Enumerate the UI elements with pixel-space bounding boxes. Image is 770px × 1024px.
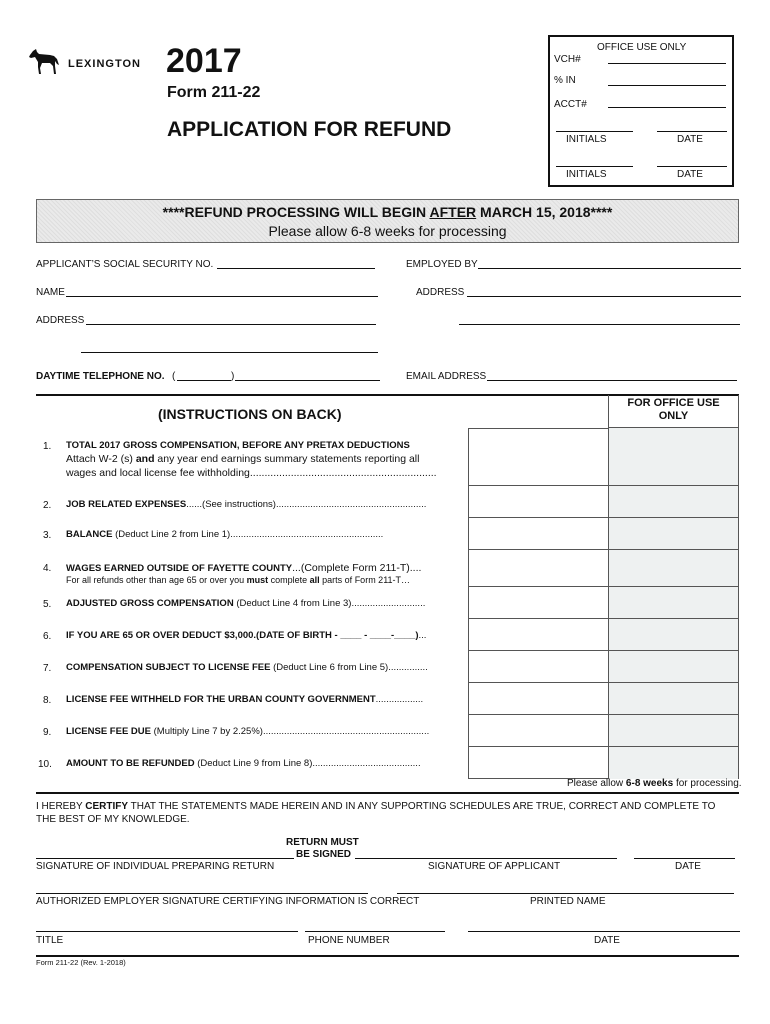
line-6-number: 6.	[43, 631, 52, 642]
office-use-box	[548, 35, 734, 187]
name-label: NAME	[36, 287, 65, 298]
page-title: APPLICATION FOR REFUND	[167, 118, 452, 141]
return-must-label: RETURN MUST	[286, 837, 359, 848]
row-sep-8	[468, 714, 739, 715]
line-5-label: ADJUSTED GROSS COMPENSATION (Deduct Line 4 from Line 3)............................	[66, 598, 426, 609]
line-2-label: JOB RELATED EXPENSES......(See instructions).........................................................	[66, 499, 427, 510]
employer-signature-field[interactable]	[36, 893, 368, 894]
date-label-a: DATE	[675, 861, 701, 872]
date-field-a[interactable]	[634, 858, 735, 859]
line-7-amount[interactable]	[469, 652, 607, 682]
line-9-number: 9.	[43, 727, 52, 738]
email-field[interactable]	[487, 380, 737, 381]
row-sep-2	[468, 517, 739, 518]
line-4-number: 4.	[43, 563, 52, 574]
row-sep-4	[468, 586, 739, 587]
date-label-2: DATE	[677, 169, 703, 180]
processing-banner	[36, 199, 739, 243]
phone-number-field[interactable]	[235, 380, 380, 381]
initials-label-1: INITIALS	[566, 134, 607, 145]
line-4-label: WAGES EARNED OUTSIDE OF FAYETTE COUNTY...(Complete Form 211-T)....	[66, 562, 422, 574]
date-field-1[interactable]	[657, 131, 727, 132]
phone-label: DAYTIME TELEPHONE NO.	[36, 371, 165, 382]
line-1-label: TOTAL 2017 GROSS COMPENSATION, BEFORE ANY PRETAX DEDUCTIONS	[66, 440, 410, 451]
line-5-amount[interactable]	[469, 588, 607, 618]
horse-icon	[26, 48, 60, 76]
phone-number-label: PHONE NUMBER	[308, 935, 390, 946]
ssn-field[interactable]	[217, 268, 375, 269]
line-6-amount[interactable]	[469, 620, 607, 650]
line-10-amount[interactable]	[469, 748, 607, 778]
applicant-signature-label: SIGNATURE OF APPLICANT	[428, 861, 561, 872]
phone-close-paren: )	[231, 371, 235, 382]
line-1-wages: wages and local license fee withholding................................................................	[66, 467, 437, 479]
initials-field-1[interactable]	[556, 131, 633, 132]
row-sep-7	[468, 682, 739, 683]
line-3-amount[interactable]	[469, 519, 607, 549]
office-use-title: OFFICE USE ONLY	[597, 42, 687, 53]
vch-field[interactable]	[608, 63, 726, 64]
acct-field[interactable]	[608, 107, 726, 108]
cert-divider	[36, 792, 739, 794]
logo-wordmark: LEXINGTON	[68, 58, 141, 70]
printed-name-field[interactable]	[397, 893, 734, 894]
line-8-amount[interactable]	[469, 684, 607, 714]
line-1-number: 1.	[43, 441, 52, 452]
line-6-label: IF YOU ARE 65 OR OVER DEDUCT $3,000.(DATE OF BIRTH - ____ - ____-____)...	[66, 630, 427, 641]
date-label-1: DATE	[677, 134, 703, 145]
line-9-label: LICENSE FEE DUE (Multiply Line 7 by 2.25%)...............................................................	[66, 726, 430, 737]
date-field-b[interactable]	[468, 931, 740, 932]
line-9-amount[interactable]	[469, 716, 607, 746]
row-sep-1	[468, 485, 739, 486]
phone-number-sig-field[interactable]	[305, 931, 445, 932]
acct-label: ACCT#	[554, 99, 587, 110]
office-column-shade	[608, 428, 739, 779]
form-revision: Form 211-22 (Rev. 1-2018)	[36, 958, 126, 967]
line-8-label: LICENSE FEE WITHHELD FOR THE URBAN COUNTY GOVERNMENT..................	[66, 694, 424, 705]
row-sep-9	[468, 746, 739, 747]
form-number: Form 211-22	[167, 84, 261, 101]
address-left-field[interactable]	[86, 324, 376, 325]
be-signed-label: BE SIGNED	[296, 849, 352, 860]
applicant-signature-field[interactable]	[355, 858, 617, 859]
printed-name-label: PRINTED NAME	[530, 896, 606, 907]
line-3-label: BALANCE (Deduct Line 2 from Line 1)..........................................................	[66, 529, 384, 540]
certification-text: I HEREBY CERTIFY THAT THE STATEMENTS MADE HEREIN AND IN ANY SUPPORTING SCHEDULES ARE TRUE, CORRECT AND COMPLETE TO THE BEST OF MY KNOWLEDGE.	[36, 801, 716, 825]
footer-divider	[36, 955, 739, 957]
employer-signature-label: AUTHORIZED EMPLOYER SIGNATURE CERTIFYING INFORMATION IS CORRECT	[36, 896, 420, 907]
line-2-number: 2.	[43, 500, 52, 511]
row-sep-5	[468, 618, 739, 619]
line-1-amount[interactable]	[469, 429, 607, 485]
title-label: TITLE	[36, 935, 64, 946]
banner-line-2: Please allow 6-8 weeks for processing	[268, 223, 507, 239]
line-7-label: COMPENSATION SUBJECT TO LICENSE FEE (Deduct Line 6 from Line 5)...............	[66, 662, 428, 673]
line-10-number: 10.	[38, 759, 52, 770]
ssn-label: APPLICANT’S SOCIAL SECURITY NO.	[36, 259, 214, 270]
percent-in-label: % IN	[554, 75, 576, 86]
office-use-column-header: FOR OFFICE USE ONLY	[608, 395, 739, 428]
line-1-attach: Attach W-2 (s) and any year end earnings summary statements reporting all	[66, 453, 420, 465]
employed-by-label: EMPLOYED BY	[406, 259, 478, 270]
lexington-logo	[26, 48, 146, 76]
banner-line-1: ****REFUND PROCESSING WILL BEGIN AFTER MARCH 15, 2018****	[162, 204, 613, 220]
title-field[interactable]	[36, 931, 298, 932]
employed-by-field[interactable]	[478, 268, 741, 269]
address-right-field[interactable]	[467, 296, 741, 297]
date-label-b: DATE	[594, 935, 620, 946]
vch-label: VCH#	[554, 54, 581, 65]
line-3-number: 3.	[43, 530, 52, 541]
phone-open-paren: (	[172, 371, 176, 382]
line-10-label: AMOUNT TO BE REFUNDED (Deduct Line 9 from Line 8).........................................	[66, 758, 421, 769]
percent-in-field[interactable]	[608, 85, 726, 86]
name-field[interactable]	[66, 296, 378, 297]
line-4-amount[interactable]	[469, 551, 607, 586]
row-sep-3	[468, 549, 739, 550]
address-left-field-2[interactable]	[81, 352, 378, 353]
line-5-number: 5.	[43, 599, 52, 610]
address-right-field-2[interactable]	[459, 324, 740, 325]
address-left-label: ADDRESS	[36, 315, 85, 326]
row-sep-6	[468, 650, 739, 651]
line-7-number: 7.	[43, 663, 52, 674]
line-8-number: 8.	[43, 695, 52, 706]
form-year: 2017	[166, 42, 242, 80]
processing-note: Please allow 6-8 weeks for processing.	[567, 778, 742, 789]
preparer-signature-field[interactable]	[36, 858, 294, 859]
phone-area-code-field[interactable]	[177, 380, 231, 381]
initials-label-2: INITIALS	[566, 169, 607, 180]
date-field-2[interactable]	[657, 166, 727, 167]
preparer-signature-label: SIGNATURE OF INDIVIDUAL PREPARING RETURN	[36, 861, 275, 872]
instructions-heading: (INSTRUCTIONS ON BACK)	[158, 406, 342, 422]
address-right-label: ADDRESS	[416, 287, 465, 298]
line-2-amount[interactable]	[469, 487, 607, 517]
line-4-note: For all refunds other than age 65 or over you must complete all parts of Form 211-T…	[66, 575, 411, 585]
email-label: EMAIL ADDRESS	[406, 371, 487, 382]
initials-field-2[interactable]	[556, 166, 633, 167]
